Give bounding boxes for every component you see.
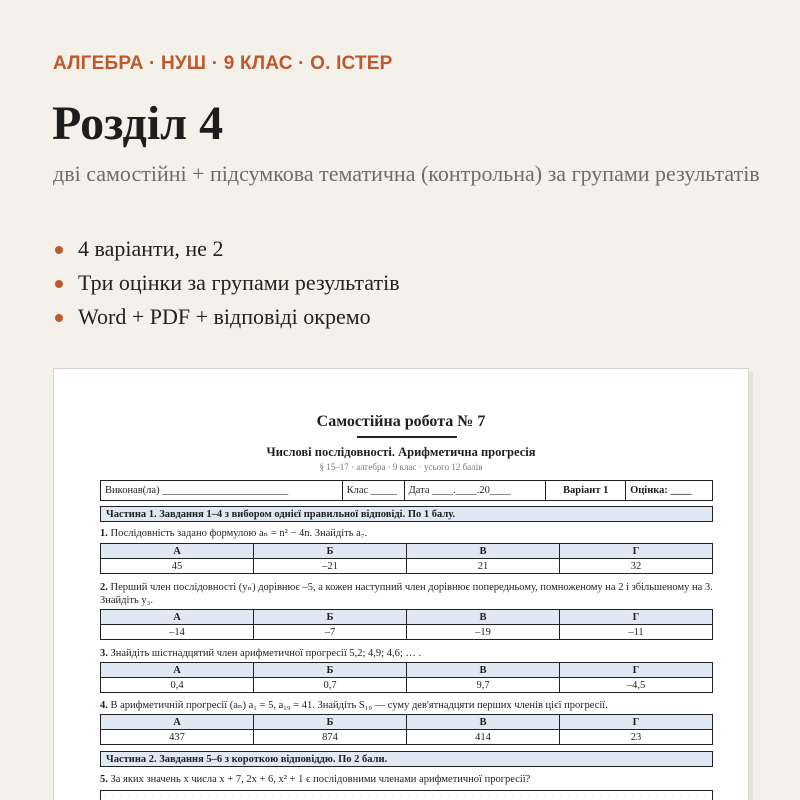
option-label: Г: [560, 715, 713, 730]
answer-cell: 23: [560, 730, 713, 745]
option-label: А: [101, 544, 254, 559]
question-text: В арифметичній прогресії (aₙ) a₁ = 5, a₁₉ = 41. Знайдіть S₁₉ — суму дев'ятнадцяти перших членів цієї прогресії.: [110, 700, 608, 711]
answer-cell: 0,7: [254, 678, 407, 693]
bullet-dot-icon: [55, 314, 63, 322]
worksheet-preview: [53, 368, 749, 800]
answer-table-1: [100, 543, 713, 574]
answer-cell: –7: [254, 625, 407, 640]
question-number: 5.: [100, 774, 108, 785]
class-field: Клас _____: [342, 481, 404, 501]
option-label: В: [407, 715, 560, 730]
option-label: А: [101, 715, 254, 730]
option-label: А: [101, 663, 254, 678]
option-label: Б: [254, 544, 407, 559]
feature-item: [53, 266, 400, 300]
part2-header: Частина 2. Завдання 5–6 з короткою відповіддю. По 2 бали.: [100, 751, 713, 767]
answer-box-5: [100, 790, 713, 800]
variant-label: Варіант 1: [546, 481, 626, 501]
worksheet-subtitle: Числові послідовності. Арифметична прогресія: [266, 445, 536, 459]
worksheet-meta: § 15–17 · алгебра · 9 клас · усього 12 балів: [319, 462, 483, 472]
answer-cell: 414: [407, 730, 560, 745]
student-info-table: [100, 480, 713, 501]
feature-text: Три оцінки за групами результатів: [78, 270, 400, 295]
feature-item: [53, 232, 400, 266]
option-label: А: [101, 610, 254, 625]
option-label: В: [407, 663, 560, 678]
answer-cell: 21: [407, 559, 560, 574]
question-text: Знайдіть шістнадцятий член арифметичної прогресії 5,2; 4,9; 4,6; … .: [110, 648, 422, 659]
option-label: В: [407, 610, 560, 625]
answer-cell: 32: [560, 559, 713, 574]
feature-text: 4 варіанти, не 2: [78, 236, 224, 261]
option-label: В: [407, 544, 560, 559]
question-text: За яких значень x числа x + 7, 2x + 6, x² + 1 є послідовними членами арифметичної прогресії?: [110, 774, 531, 785]
answer-cell: 45: [101, 559, 254, 574]
option-label: Г: [560, 663, 713, 678]
answer-cell: –21: [254, 559, 407, 574]
option-label: Б: [254, 663, 407, 678]
question-number: 2.: [100, 582, 108, 593]
feature-text: Word + PDF + відповіді окремо: [78, 304, 371, 329]
answer-cell: 437: [101, 730, 254, 745]
question-number: 3.: [100, 648, 108, 659]
title-underline: [357, 436, 457, 438]
page-title: Розділ 4: [52, 97, 224, 150]
question-text: Перший член послідовності (yₙ) дорівнює –5, а кожен наступний член дорівнює попередньому, помноженому на 2 і збільшеному на 3. Знайдіть y₃.: [100, 582, 713, 606]
answer-table-4: [100, 714, 713, 745]
option-label: Г: [560, 544, 713, 559]
answer-cell: 874: [254, 730, 407, 745]
bullet-dot-icon: [55, 280, 63, 288]
option-label: Г: [560, 610, 713, 625]
answer-table-3: [100, 662, 713, 693]
answer-cell: –4,5: [560, 678, 713, 693]
bullet-dot-icon: [55, 246, 63, 254]
question-text: Послідовність задано формулою aₙ = n² − 4n. Знайдіть a₇.: [110, 528, 368, 539]
question-1: [100, 527, 713, 540]
grade-field: Оцінка: ____: [626, 481, 713, 501]
answer-cell: –19: [407, 625, 560, 640]
worksheet-title: Самостійна робота № 7: [316, 413, 486, 430]
name-field: Виконав(ла) ________________________: [101, 481, 343, 501]
feature-list: [53, 232, 400, 334]
answer-cell: –11: [560, 625, 713, 640]
answer-cell: 0,4: [101, 678, 254, 693]
part1-header: Частина 1. Завдання 1–4 з вибором однієї правильної відповіді. По 1 балу.: [100, 506, 713, 522]
page-subtitle: дві самостійні + підсумкова тематична (контрольна) за групами результатів: [53, 161, 760, 186]
question-5: [100, 773, 713, 786]
feature-item: [53, 300, 400, 334]
option-label: Б: [254, 715, 407, 730]
question-number: 4.: [100, 700, 108, 711]
question-4: [100, 699, 713, 712]
subject-kicker: АЛГЕБРА · НУШ · 9 КЛАС · О. ІСТЕР: [53, 53, 393, 74]
option-label: Б: [254, 610, 407, 625]
date-field: Дата ____.____.20____: [404, 481, 546, 501]
answer-table-2: [100, 609, 713, 640]
answer-cell: –14: [101, 625, 254, 640]
answer-cell: 9,7: [407, 678, 560, 693]
question-3: [100, 647, 713, 660]
question-number: 1.: [100, 528, 108, 539]
question-2: [100, 581, 713, 607]
